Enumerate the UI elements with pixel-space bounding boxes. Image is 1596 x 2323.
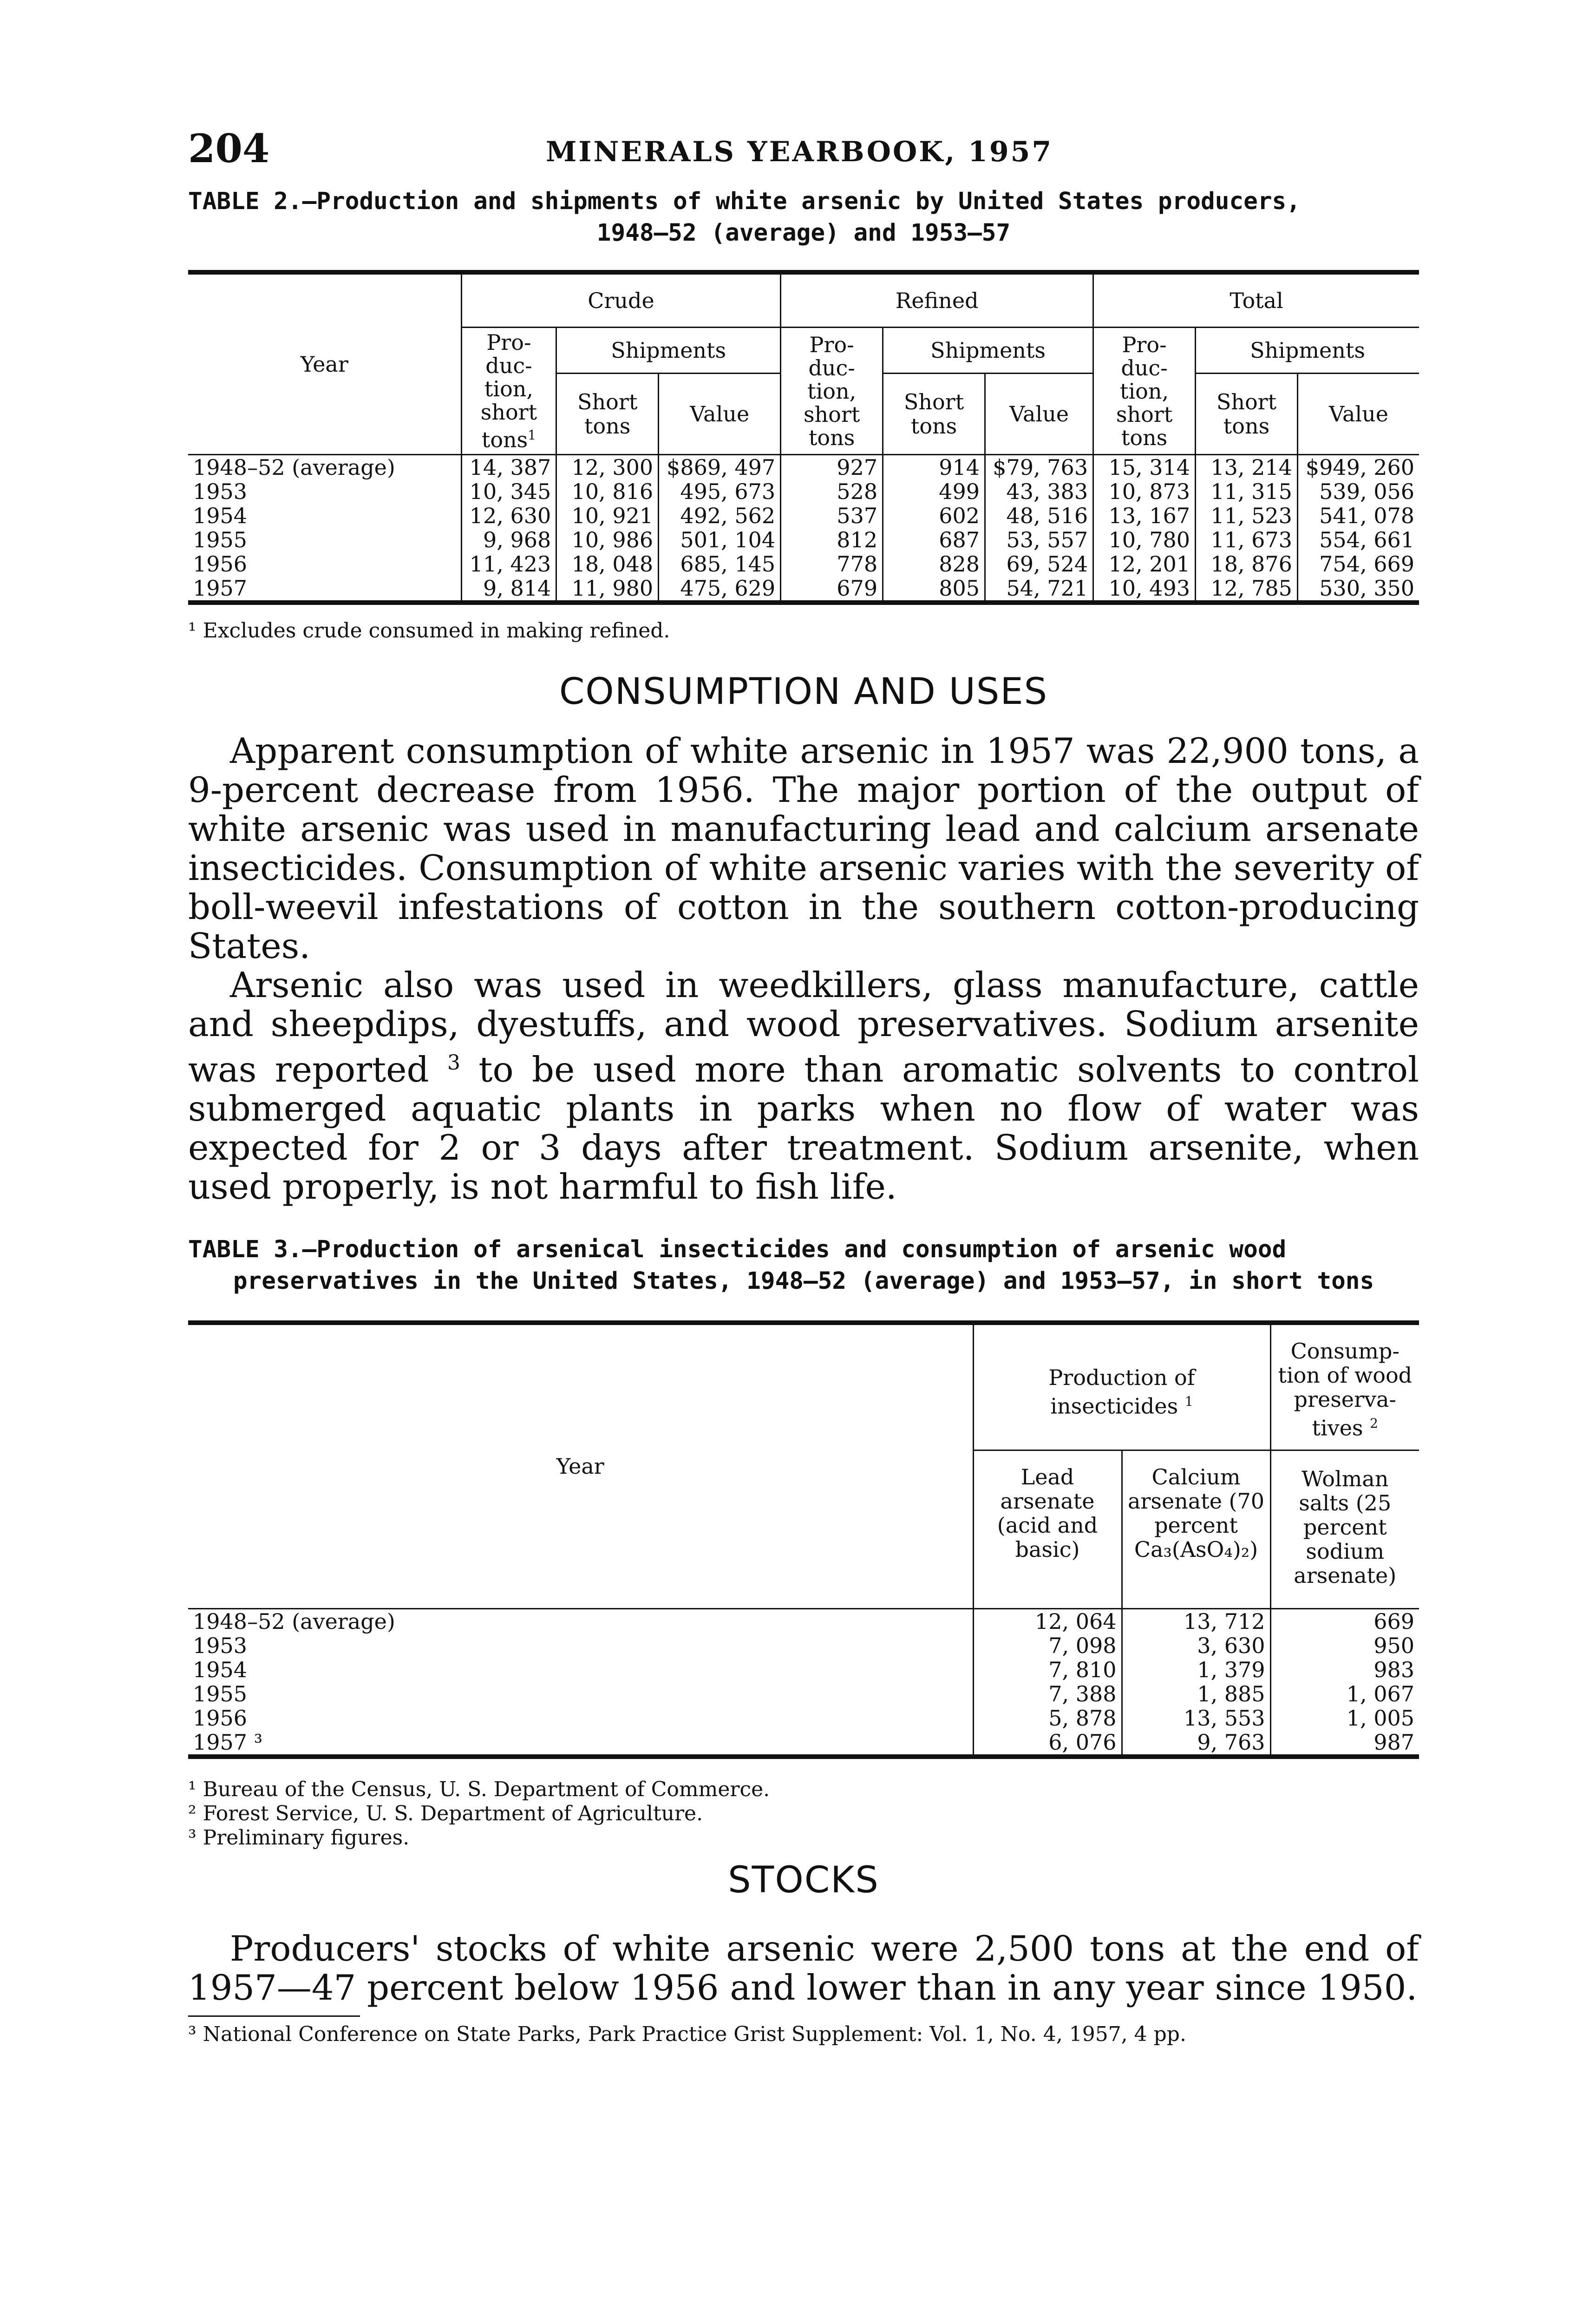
table3-title-line1: TABLE 3.—Production of arsenical insecticides and consumption of arsenic wood: [188, 1236, 1287, 1264]
table2-row: [188, 528, 1419, 552]
page-footnote: ³ National Conference on State Parks, Park Practice Grist Supplement: Vol. 1, No. 4, 1957, 4 pp.: [188, 2022, 1186, 2046]
table2-value-cell: 12, 785: [1196, 576, 1298, 603]
table2-value-cell: 10, 780: [1093, 528, 1196, 552]
table2-title-line1: TABLE 2.—Production and shipments of white arsenic by United States producers,: [188, 188, 1301, 215]
table3-body: [188, 1608, 1419, 1757]
table3-year-cell: 1956: [193, 1705, 248, 1731]
table3-wolman-salts-header: Wolman salts (25 percent sodium arsenate): [1270, 1450, 1419, 1608]
table2-value-cell: 679: [781, 576, 883, 603]
table3-row: [188, 1608, 1419, 1634]
table2-value-cell: 537: [781, 504, 883, 528]
table3-title: [188, 1234, 1419, 1297]
table3-value-cell: 950: [1270, 1634, 1419, 1658]
table2-year-cell: 1956: [193, 551, 248, 577]
table3-calcium-arsenate-header: Calcium arsenate (70 percent Ca₃(AsO₄)₂): [1122, 1450, 1270, 1608]
table2-crude-value-header: Value: [659, 373, 781, 455]
table2-refined-shipments-header: Shipments: [883, 328, 1093, 374]
table3-value-cell: 9, 763: [1122, 1730, 1270, 1757]
table2-value-cell: 11, 423: [461, 552, 556, 576]
table3-consumption-group-header: Consump- tion of wood preserva- tives $^2$: [1270, 1323, 1419, 1450]
table3-year-cell: 1954: [193, 1657, 248, 1682]
table2-value-cell: 11, 523: [1196, 504, 1298, 528]
table3-row: [188, 1730, 1419, 1757]
table2-value-cell: 687: [883, 528, 985, 552]
table2-value-cell: 914: [883, 455, 985, 480]
table2-value-cell: 18, 876: [1196, 552, 1298, 576]
consumption-heading: CONSUMPTION AND USES: [559, 671, 1048, 713]
table3-footnote-3: ³ Preliminary figures.: [188, 1825, 410, 1850]
table2-row: [188, 455, 1419, 480]
table3-year-header: Year: [188, 1323, 973, 1608]
table2-row: [188, 552, 1419, 576]
table2-row: [188, 576, 1419, 603]
table2-year-cell: 1954: [193, 503, 248, 529]
table2-group-total: Total: [1093, 272, 1419, 328]
table2-body: [188, 455, 1419, 603]
table2-value-cell: 10, 986: [556, 528, 659, 552]
table2-value-cell: 754, 669: [1297, 552, 1419, 576]
table2-value-cell: 602: [883, 504, 985, 528]
table3-year-cell: 1948–52 (average): [193, 1608, 395, 1634]
table2-value-cell: 541, 078: [1297, 504, 1419, 528]
table2-value-cell: 12, 630: [461, 504, 556, 528]
table2-group-crude: Crude: [461, 272, 781, 328]
table2-total-value-header: Value: [1297, 373, 1419, 455]
table3-row: [188, 1706, 1419, 1730]
table2-value-cell: 69, 524: [985, 552, 1093, 576]
table2-row: [188, 504, 1419, 528]
table2-value-cell: 10, 493: [1093, 576, 1196, 603]
table3-value-cell: 1, 379: [1122, 1658, 1270, 1682]
table2-value-cell: 11, 315: [1196, 479, 1298, 504]
table2-value-cell: 54, 721: [985, 576, 1093, 603]
table3-value-cell: 5, 878: [973, 1706, 1122, 1730]
footnote-rule: [188, 2015, 360, 2017]
consumption-paragraph-2: Arsenic also was used in weedkillers, glass manufacture, cattle and sheepdips, dyestuffs, and wood preservatives. Sodium arsenite was reported $^3$ to be used more than aromatic solvents to control submerged aquatic plants in parks when no flow of water was expected for 2 or 3 days after treatment. Sodium arsenite, when used properly, is not harmful to fish life.: [188, 965, 1419, 1207]
table2-value-cell: 15, 314: [1093, 455, 1196, 480]
table2-year-cell: 1955: [193, 527, 248, 553]
table3-row: [188, 1682, 1419, 1706]
table2-value-cell: 805: [883, 576, 985, 603]
table2-value-cell: 554, 661: [1297, 528, 1419, 552]
table2-value-cell: 475, 629: [659, 576, 781, 603]
table2-title: [188, 186, 1419, 249]
stocks-paragraph: Producers' stocks of white arsenic were 2,500 tons at the end of 1957—47 percent below 1956 and lower than in any year since 1950.: [188, 1928, 1419, 2008]
table2-value-cell: 11, 673: [1196, 528, 1298, 552]
table2-value-cell: 10, 873: [1093, 479, 1196, 504]
stocks-text: [188, 1929, 1419, 2007]
table3-value-cell: 1, 005: [1270, 1706, 1419, 1730]
table2-crude-shipments-header: Shipments: [556, 328, 781, 374]
table2-row: [188, 479, 1419, 504]
table2-value-cell: 18, 048: [556, 552, 659, 576]
table3-title-line2: preservatives in the United States, 1948–52 (average) and 1953–57, in short tons: [233, 1267, 1374, 1295]
table2-value-cell: 10, 345: [461, 479, 556, 504]
table2-value-cell: 9, 814: [461, 576, 556, 603]
table3-value-cell: 3, 630: [1122, 1634, 1270, 1658]
table2-value-cell: 53, 557: [985, 528, 1093, 552]
table2-title-line2: 1948–52 (average) and 1953–57: [596, 219, 1011, 247]
table2-year-header: Year: [188, 272, 461, 455]
table2-value-cell: 927: [781, 455, 883, 480]
table2-group-refined: Refined: [781, 272, 1093, 328]
table3-value-cell: 7, 810: [973, 1658, 1122, 1682]
table3-value-cell: 7, 098: [973, 1634, 1122, 1658]
table2-value-cell: 828: [883, 552, 985, 576]
table3-footnote-2: ² Forest Service, U. S. Department of Agriculture.: [188, 1801, 703, 1825]
table3-value-cell: 669: [1270, 1608, 1419, 1634]
table2-value-cell: 812: [781, 528, 883, 552]
table2-value-cell: 13, 167: [1093, 504, 1196, 528]
table2-year-cell: 1948–52 (average): [193, 455, 395, 480]
table2-refined-value-header: Value: [985, 373, 1093, 455]
table2-value-cell: 14, 387: [461, 455, 556, 480]
table2-crude-short-tons-header: Short tons: [556, 373, 659, 455]
table2-value-cell: 492, 562: [659, 504, 781, 528]
table3-lead-arsenate-header: Lead arsenate (acid and basic): [973, 1450, 1122, 1608]
table2-value-cell: 9, 968: [461, 528, 556, 552]
table2-value-cell: $949, 260: [1297, 455, 1419, 480]
table2-value-cell: 10, 921: [556, 504, 659, 528]
table2-value-cell: 539, 056: [1297, 479, 1419, 504]
consumption-paragraph-1: Apparent consumption of white arsenic in 1957 was 22,900 tons, a 9-percent decrease from 1956. The major portion of the output of white arsenic was used in manufacturing lead and calcium arsenate insecticides. Consumption of white arsenic varies with the severity of boll-weevil infestations of cotton in the southern cotton-producing States.: [188, 730, 1419, 967]
table2-value-cell: 48, 516: [985, 504, 1093, 528]
table3-value-cell: 6, 076: [973, 1730, 1122, 1757]
table3-production-group-header: Production of insecticides $^1$: [973, 1323, 1270, 1450]
table3: [188, 1320, 1419, 1759]
table2-value-cell: 495, 673: [659, 479, 781, 504]
table2-value-cell: 530, 350: [1297, 576, 1419, 603]
table3-value-cell: 7, 388: [973, 1682, 1122, 1706]
table3-value-cell: 13, 712: [1122, 1608, 1270, 1634]
consumption-text: [188, 731, 1419, 1206]
table2-year-cell: 1957: [193, 576, 248, 601]
table3-value-cell: 1, 885: [1122, 1682, 1270, 1706]
table3-row: [188, 1658, 1419, 1682]
page-number: 204: [188, 125, 270, 171]
table2-value-cell: 13, 214: [1196, 455, 1298, 480]
table2-value-cell: 499: [883, 479, 985, 504]
table2-footnote: ¹ Excludes crude consumed in making refined.: [188, 619, 670, 643]
table2-value-cell: 528: [781, 479, 883, 504]
table2-year-cell: 1953: [193, 479, 248, 505]
table3-value-cell: 983: [1270, 1658, 1419, 1682]
page: [188, 125, 1419, 2047]
table2-refined-production-header: Pro- duc- tion, short tons: [781, 328, 883, 455]
page-header: [188, 125, 1419, 177]
table2-total-shipments-header: Shipments: [1196, 328, 1419, 374]
table2-value-cell: 12, 201: [1093, 552, 1196, 576]
table2-refined-short-tons-header: Short tons: [883, 373, 985, 455]
table3-footnotes: [188, 1778, 1419, 1850]
table2-value-cell: 12, 300: [556, 455, 659, 480]
table2: [188, 270, 1419, 605]
table2-value-cell: $869, 497: [659, 455, 781, 480]
table2-value-cell: 10, 816: [556, 479, 659, 504]
table3-year-cell: 1957 ³: [193, 1729, 263, 1755]
table3-row: [188, 1634, 1419, 1658]
table2-value-cell: 11, 980: [556, 576, 659, 603]
table2-value-cell: 778: [781, 552, 883, 576]
table3-year-cell: 1955: [193, 1681, 248, 1706]
table2-value-cell: 685, 145: [659, 552, 781, 576]
table2-value-cell: 43, 383: [985, 479, 1093, 504]
table3-value-cell: 1, 067: [1270, 1682, 1419, 1706]
table2-crude-production-header: Pro- duc- tion, short tons$^1$: [461, 328, 556, 455]
table2-value-cell: 501, 104: [659, 528, 781, 552]
running-title: MINERALS YEARBOOK, 1957: [546, 136, 1053, 168]
table3-footnote-1: ¹ Bureau of the Census, U. S. Department of Commerce.: [188, 1777, 770, 1801]
table2-total-short-tons-header: Short tons: [1196, 373, 1298, 455]
table2-total-production-header: Pro- duc- tion, short tons: [1093, 328, 1196, 455]
table3-year-cell: 1953: [193, 1633, 248, 1658]
table3-value-cell: 987: [1270, 1730, 1419, 1757]
table3-value-cell: 13, 553: [1122, 1706, 1270, 1730]
table2-value-cell: $79, 763: [985, 455, 1093, 480]
table3-value-cell: 12, 064: [973, 1608, 1122, 1634]
stocks-heading: STOCKS: [728, 1859, 879, 1901]
